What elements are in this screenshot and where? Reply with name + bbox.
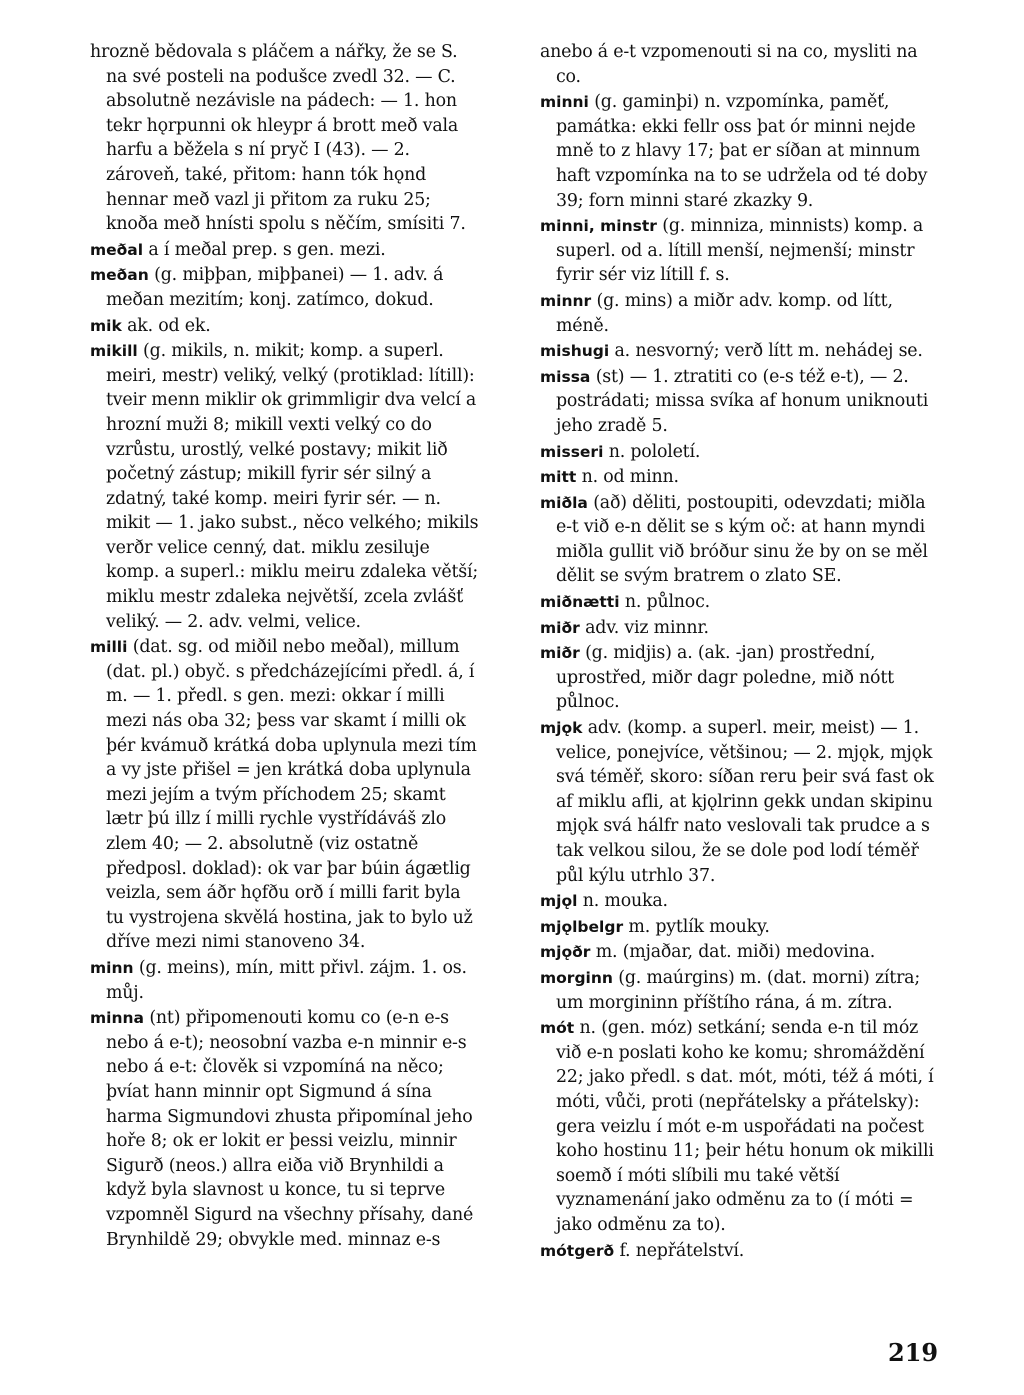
dictionary-entry bbox=[540, 590, 946, 615]
dictionary-entry bbox=[540, 716, 946, 888]
entry-headword: meðal bbox=[90, 240, 144, 259]
dictionary-entry bbox=[540, 915, 946, 940]
entry-headword: mót bbox=[540, 1019, 575, 1038]
entry-headword: mikill bbox=[90, 342, 138, 361]
entry-headword: minna bbox=[90, 1009, 144, 1028]
dictionary-entry bbox=[540, 440, 946, 465]
entry-definition: (g. minniza, minnists) komp. a superl. od a. lítill menší, nejmenší; minstr fyrir sér viz lítill f. s. bbox=[556, 216, 924, 286]
entry-definition: (g. mikils, n. mikit; komp. a superl. meiri, mestr) veliký, velký (protiklad: lítill): tveir menn miklir ok grimmligir dva velcí a hrozní muži 8; mikill vexti velký co do vzrůstu, urostlý, velké postavy; mikit lið početný zástup; mikill fyrir sér silný a zdatný, také komp. meiri fyrir sér. — n. mikit — 1. jako subst., něco velkého; mikils verðr velice cenný, dat. miklu zesiluje komp. a superl.: miklu meiru zdaleka větší; miklu mestr zdaleka největší, zcela zvlášť veliký. — 2. adv. velmi, velice. bbox=[106, 341, 479, 632]
entry-headword: minnr bbox=[540, 291, 592, 310]
dictionary-entry bbox=[540, 491, 946, 589]
dictionary-entry bbox=[540, 40, 946, 89]
dictionary-entry bbox=[540, 365, 946, 439]
entry-definition: anebo á e-t vzpomenouti si na co, mysliti na co. bbox=[540, 42, 918, 87]
entry-definition: n. pololetí. bbox=[608, 441, 701, 462]
entry-headword: miðnætti bbox=[540, 593, 620, 612]
entry-headword: mjǫðr bbox=[540, 943, 591, 962]
entry-headword: mik bbox=[90, 316, 122, 335]
entry-headword: mótgerð bbox=[540, 1241, 615, 1260]
entry-headword: missa bbox=[540, 367, 591, 386]
entry-definition: n. půlnoc. bbox=[624, 592, 710, 613]
dictionary-entry bbox=[540, 889, 946, 914]
dictionary-entry bbox=[540, 1239, 946, 1264]
entry-definition: a í meðal prep. s gen. mezi. bbox=[148, 239, 386, 260]
dictionary-entry bbox=[90, 1006, 482, 1252]
entry-definition: n. od minn. bbox=[581, 467, 679, 488]
entry-headword: mitt bbox=[540, 468, 577, 487]
dictionary-entry bbox=[540, 289, 946, 338]
entry-headword: miðr bbox=[540, 618, 580, 637]
entry-headword: minn bbox=[90, 958, 134, 977]
dictionary-entry bbox=[90, 238, 482, 263]
entry-definition: ak. od ek. bbox=[127, 315, 211, 336]
dictionary-entry bbox=[540, 966, 946, 1015]
dictionary-entry bbox=[90, 956, 482, 1005]
entry-definition: a. nesvorný; verð lítt m. nehádej se. bbox=[614, 341, 923, 362]
left-column bbox=[90, 40, 482, 1253]
dictionary-entry bbox=[540, 940, 946, 965]
dictionary-entry bbox=[540, 1016, 946, 1237]
dictionary-entry bbox=[540, 616, 946, 641]
entry-definition: hrozně bědovala s pláčem a nářky, že se S. na své posteli na podušce zvedl 32. — C. absolutně nezávisle na pádech: — 1. hon tekr hǫrpunni ok hleypr á brott með vala harfu a běžela s ní pryč I (43). — 2. zároveň, také, přitom: hann tók hǫnd hennar með vazl ji přitom za ruku 25; knoða með hnísti spolu s něčím, smísiti 7. bbox=[90, 42, 466, 235]
entry-definition: n. (gen. móz) setkání; senda e-n til móz við e-n poslati koho ke komu; shromáždění 22; jako předl. s dat. mót, móti, též á móti, í móti, vůči, proti (nepřátelsky a přátelsky): gera veizlu í mót e-m uspořádati na počest koho hostinu 11; þeir hétu honum ok mikilli soemð í móti slíbili mu také větší vyznamenání jako odměnu za to (í móti = jako odměnu za to). bbox=[556, 1018, 934, 1235]
dictionary-entry bbox=[90, 635, 482, 955]
entry-headword: mjǫlbelgr bbox=[540, 917, 624, 936]
entry-headword: morginn bbox=[540, 968, 613, 987]
entry-definition: f. nepřátelství. bbox=[619, 1240, 745, 1261]
entry-headword: minni, minstr bbox=[540, 217, 657, 236]
dictionary-entry bbox=[540, 465, 946, 490]
entry-definition: (dat. sg. od miðil nebo meðal), millum (dat. pl.) obyč. s předcházejícími předl. á, í m. — 1. předl. s gen. mezi: okkar í milli mezi nás oba 32; þess var skamt í milli ok þér kvámuð krátká doba uplynula mezi tím a vy jste přišel = jen krátká doba uplynula mezi jejím a tvým příchodem 25; skamt lætr þú illz í milli rychle vystřídáváš zlo zlem 40; — 2. absolutně (viz ostatně předposl. doklad): ok var þar búin ágætlig veizla, sem áðr hǫfðu orð í milli farit byla tu vystrojena skvělá hostina, jak to bylo už dříve mezi nimi stanoveno 34. bbox=[106, 637, 477, 953]
dictionary-entry bbox=[90, 339, 482, 634]
dictionary-entry bbox=[90, 263, 482, 312]
entry-definition: (g. miþþan, miþþanei) — 1. adv. á meðan mezitím; konj. zatímco, dokud. bbox=[106, 265, 444, 310]
dictionary-entry bbox=[540, 90, 946, 213]
entry-headword: mishugi bbox=[540, 342, 610, 361]
entry-definition: adv. (komp. a superl. meir, meist) — 1. velice, ponejvíce, většinou; — 2. mjǫk, mjǫk svá téměř, skoro: síðan reru þeir svá fast ok af miklu afli, at kjǫlrinn gekk undan skipinu mjǫk svá hálfr nato veslovali tak prudce a s tak velkou silou, že se dole pod lodí téměř půl kýlu utrhlo 37. bbox=[556, 718, 934, 886]
entry-definition: (st) — 1. ztratiti co (e-s též e-t), — 2. postrádati; missa svíka af honum uniknouti jeho zradě 5. bbox=[556, 366, 929, 436]
dictionary-entry bbox=[540, 214, 946, 288]
entry-definition: (g. meins), mín, mitt přivl. zájm. 1. os. můj. bbox=[106, 957, 467, 1003]
entry-headword: miðr bbox=[540, 644, 580, 663]
dictionary-entry bbox=[90, 314, 482, 339]
entry-definition: m. (mjaðar, dat. miði) medovina. bbox=[595, 942, 876, 963]
entry-headword: misseri bbox=[540, 442, 604, 461]
right-column bbox=[540, 40, 946, 1264]
entry-headword: minni bbox=[540, 93, 589, 112]
entry-headword: mjǫk bbox=[540, 719, 583, 738]
dictionary-entry bbox=[540, 339, 946, 364]
dictionary-entry bbox=[540, 641, 946, 715]
entry-definition: (g. maúrgins) m. (dat. morni) zítra; um morgininn příštího rána, á m. zítra. bbox=[556, 967, 921, 1013]
entry-headword: mjǫl bbox=[540, 892, 578, 911]
entry-definition: (g. midjis) a. (ak. -jan) prostřední, uprostřed, miðr dagr poledne, mið nótt půlnoc. bbox=[556, 643, 894, 713]
entry-headword: milli bbox=[90, 638, 128, 657]
entry-headword: miðla bbox=[540, 493, 588, 512]
entry-definition: (g. gaminþi) n. vzpomínka, paměť, památka: ekki fellr oss þat ór minni nejde mně to z hlavy 17; þat er síðan at minnum haft vzpomínka na to se udržela od té doby 39; forn minni staré zkazky 9. bbox=[556, 92, 928, 211]
dictionary-entry bbox=[90, 40, 482, 237]
entry-definition: (nt) připomenouti komu co (e-n e-s nebo á e-t); neosobní vazba e-n minnir e-s nebo á e-t: člověk si vzpomíná na něco; þvíat hann minnir opt Sigmund á sína harma Sigmundovi zhusta připomínal jeho hoře 8; ok er lokit er þessi veizlu, minnir Sigurð (neos.) allra eiða við Brynhildi a když byla slavnost u konce, tu si teprve vzpomněl Sigurd na všechny přísahy, dané Brynhildě 29; obvykle med. minnaz e-s bbox=[106, 1008, 474, 1250]
entry-definition: adv. viz minnr. bbox=[585, 617, 709, 638]
entry-definition: (g. mins) a miðr adv. komp. od lítt, méně. bbox=[556, 290, 893, 336]
entry-definition: n. mouka. bbox=[582, 891, 668, 912]
entry-headword: meðan bbox=[90, 266, 149, 285]
page-number: 219 bbox=[888, 1338, 939, 1367]
entry-definition: m. pytlík mouky. bbox=[628, 916, 770, 937]
entry-definition: (að) děliti, postoupiti, odevzdati; miðla e-t við e-n dělit se s kým oč: at hann myndi miðla gullit við bróður sinu že by on se měl dělit se svým bratrem o zlato SE. bbox=[556, 492, 928, 587]
